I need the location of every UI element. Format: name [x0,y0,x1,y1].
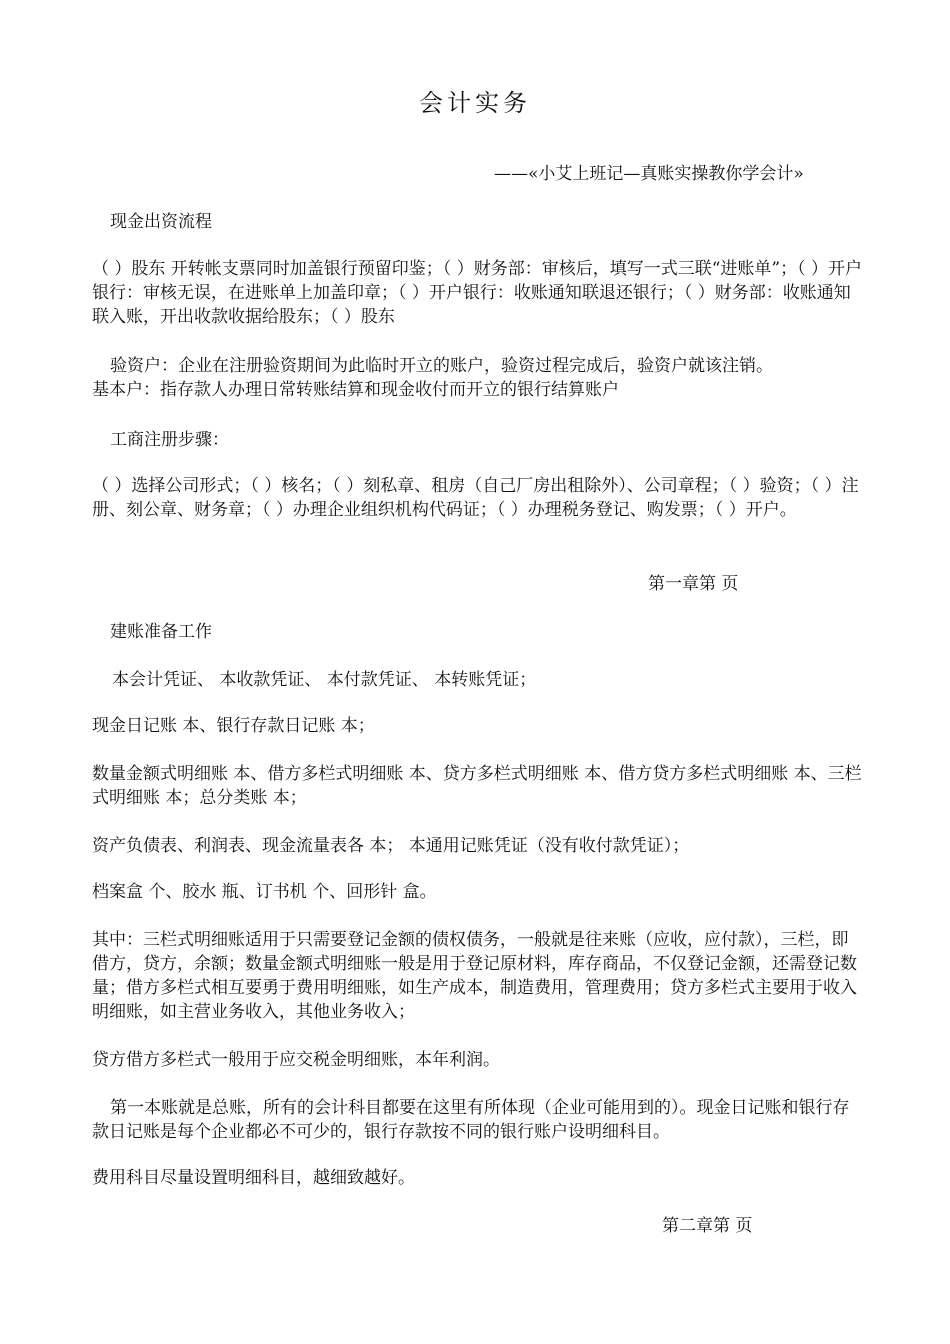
ledger-explanation: 其中：三栏式明细账适用于只需要登记金额的债权债务，一般就是往来账（应收，应付款），三栏，即借方，贷方，余额；数量金额式明细账一般是用于登记原材料，库存商品，不仅登记金额，还需登记数量；借方多栏式相互要勇于费用明细账，如生产成本，制造费用，管理费用；贷方多栏式主要用于收入明细账，如主营业务收入，其他业务收入； [92,930,857,1022]
supplies-list: 档案盒 个、胶水 瓶、订书机 个、回形针 盒。 [92,882,437,902]
verification-account-definition: 验资户：企业在注册验资期间为此临时开立的账户，验资过程完成后，验资户就该注销。 [110,356,773,376]
document-subtitle: ——«小艾上班记—真账实操教你学会计» [494,164,804,184]
cash-contribution-steps: （ ）股东 开转帐支票同时加盖银行预留印鉴；（ ）财务部：审核后，填写一式三联“进账单”；（ ）开户银行：审核无误，在进账单上加盖印章；（ ）开户银行：收账通知联退还银行；（ ）财务部：收账通知联入账，开出收款收据给股东；（ ）股东 [92,259,862,327]
document-title: 会计实务 [419,89,531,117]
business-registration-heading: 工商注册步骤： [110,430,229,450]
account-setup-heading: 建账准备工作 [110,622,212,642]
ledger-list: 数量金额式明细账 本、借方多栏式明细账 本、贷方多栏式明细账 本、借方贷方多栏式明细账 本、三栏式明细账 本；总分类账 本； [92,764,862,808]
journal-list: 现金日记账 本、银行存款日记账 本； [92,716,375,736]
tax-ledger-note: 贷方借方多栏式一般用于应交税金明细账，本年利润。 [92,1050,500,1070]
basic-account-definition: 基本户：指存款人办理日常转账结算和现金收付而开立的银行结算账户 [92,380,619,400]
cash-contribution-heading: 现金出资流程 [110,212,212,232]
general-ledger-note: 第一本账就是总账，所有的会计科目都要在这里有所体现（企业可能用到的）。现金日记账和银行存款日记账是每个企业都必不可少的，银行存款按不同的银行账户设明细科目。 [92,1098,850,1142]
business-registration-steps: （ ）选择公司形式；（ ）核名；（ ）刻私章、租房（自己厂房出租除外）、公司章程；（ ）验资；（ ）注册、刻公章、财务章；（ ）办理企业组织机构代码证；（ ）办理税务登记、购发票；（ ）开户。 [92,476,859,520]
chapter-one-page-ref: 第一章第 页 [648,574,739,594]
expense-account-note: 费用科目尽量设置明细科目，越细致越好。 [92,1168,415,1188]
voucher-list: 本会计凭证、 本收款凭证、 本付款凭证、 本转账凭证； [112,670,537,690]
chapter-two-page-ref: 第二章第 页 [662,1216,753,1236]
report-list: 资产负债表、利润表、现金流量表各 本； 本通用记账凭证（没有收付款凭证）； [92,836,690,856]
